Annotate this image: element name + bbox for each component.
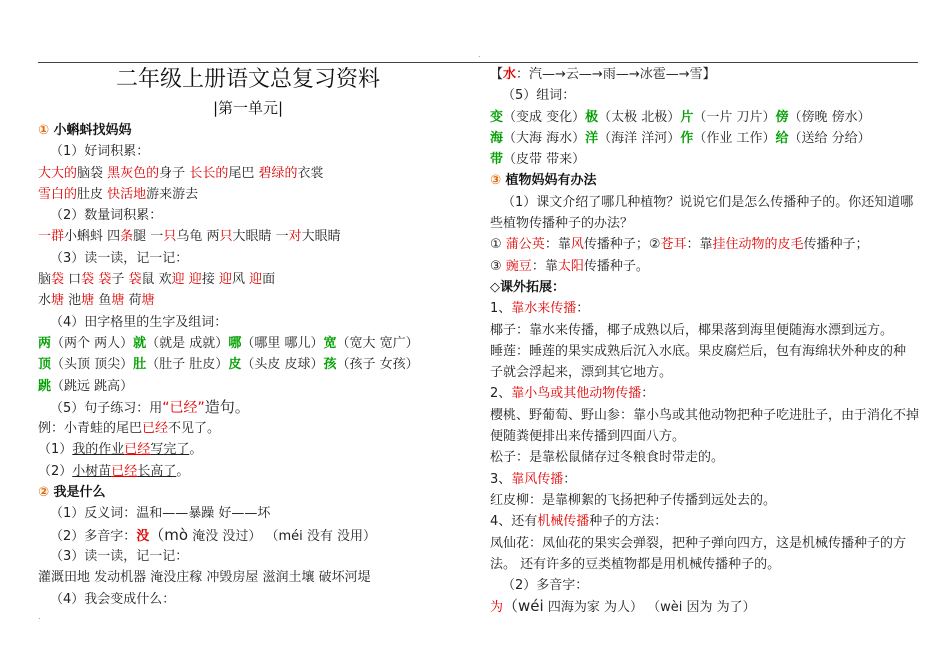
text-segment: 迎 <box>171 272 185 288</box>
text-segment: 脑袋 <box>77 165 108 181</box>
page-dot: . <box>38 612 41 621</box>
text-segment: （作业 工作） <box>693 130 776 146</box>
section-heading: ① 小蝌蚪找妈妈 <box>38 123 132 138</box>
text-segment: 种子的方法： <box>589 514 668 530</box>
text-segment: 条 <box>120 229 134 245</box>
text-segment: ： <box>576 301 590 317</box>
text-segment: （肚子 肚皮） <box>146 357 229 373</box>
text-segment: 4、还有 <box>490 514 538 530</box>
text-segment: ： <box>563 471 577 487</box>
text-segment: 游来游去 <box>146 186 199 202</box>
text-line: （2）多音字： <box>502 578 589 594</box>
text-segment: 已经 <box>111 463 138 479</box>
text-line <box>38 418 458 439</box>
text-segment: “已经” <box>162 399 205 416</box>
text-segment: 迎 <box>249 272 263 288</box>
page-title: 二年级上册语文总复习资料 <box>115 67 380 92</box>
text-segment: 鱼 <box>94 293 112 309</box>
text-line: 子就会浮起来，漂到其它地方。 <box>490 365 673 381</box>
text-segment: 3、 <box>490 471 512 487</box>
text-line: （3）读一读，记一记： <box>50 548 189 564</box>
text-segment: ： <box>641 386 655 402</box>
text-line <box>38 269 458 290</box>
text-segment: 尾巴 <box>228 165 259 181</box>
text-line <box>490 511 920 532</box>
text-segment: 荷 <box>124 293 142 309</box>
text-segment: 我的作业 <box>72 442 125 458</box>
text-segment: 两 <box>38 335 52 351</box>
text-segment: 给 <box>775 130 789 146</box>
text-segment: 肚 <box>133 357 147 373</box>
text-segment: 靠水来传播 <box>511 301 577 317</box>
text-segment: 极 <box>585 109 599 125</box>
text-line: （4）我会变成什么： <box>50 591 176 607</box>
text-segment: 肚皮 <box>77 186 108 202</box>
text-segment: 宽 <box>323 335 337 351</box>
text-line <box>38 525 458 546</box>
text-segment: （宽大 宽广） <box>336 335 419 351</box>
text-segment: 小蝌蚪 四 <box>64 229 121 245</box>
text-line <box>38 163 458 184</box>
text-segment: 。 <box>176 463 190 479</box>
text-segment: 写完了 <box>150 442 190 458</box>
text-line: 红皮柳：是靠柳絮的飞扬把种子传播到远处去的。 <box>490 492 777 508</box>
text-segment: （孩子 女孩） <box>336 357 419 373</box>
text-segment: 机械传播 <box>537 514 590 530</box>
text-segment: （两个 两人） <box>51 335 134 351</box>
text-segment: 【 <box>490 67 504 82</box>
text-line <box>490 383 920 404</box>
text-segment: 雪白的 <box>38 186 78 202</box>
text-segment: 袋 <box>81 272 95 288</box>
right-column <box>490 64 920 618</box>
text-line <box>490 596 920 617</box>
text-segment: 四海为家 为人） （wèi 因为 为了） <box>543 600 756 616</box>
text-segment: 只 <box>163 229 177 245</box>
text-segment: 接 <box>201 272 219 288</box>
text-segment: ① <box>490 237 506 253</box>
text-segment: 顶 <box>38 357 52 373</box>
text-segment: 传播种子；② <box>583 237 661 253</box>
text-segment: （送给 分给） <box>788 130 871 146</box>
text-segment: 塘 <box>81 293 95 309</box>
text-segment: 豌豆 <box>505 258 532 274</box>
text-segment: 大大的 <box>38 165 78 181</box>
text-segment: 没 <box>136 528 150 544</box>
text-segment: 池 <box>64 293 82 309</box>
text-segment: 身子 <box>159 165 190 181</box>
text-line <box>490 298 920 319</box>
text-segment: ③ <box>490 258 506 274</box>
section-heading: ② 我是什么 <box>38 485 106 501</box>
text-line <box>38 397 458 418</box>
text-segment: 靠风传播 <box>511 471 564 487</box>
text-segment: 衣裳 <box>297 165 324 181</box>
text-segment: 袋 <box>98 272 112 288</box>
text-segment: 作 <box>680 130 694 146</box>
text-line <box>38 439 458 460</box>
text-segment: 傍 <box>775 109 789 125</box>
text-segment: 面 <box>262 272 276 288</box>
text-segment: 只 <box>219 229 233 245</box>
text-segment: （傍晚 傍水） <box>788 109 871 125</box>
text-segment: 传播种子。 <box>583 258 649 274</box>
text-segment: 袋 <box>128 272 142 288</box>
text-segment: 皮 <box>228 357 242 373</box>
text-segment: 大眼睛 一 <box>232 229 289 245</box>
text-segment: （头皮 皮球） <box>241 357 324 373</box>
text-segment: （5）句子练习：用 <box>50 400 163 416</box>
text-line <box>490 234 920 255</box>
text-line: （3）读一读，记一记： <box>50 250 189 266</box>
text-segment: 碧绿的 <box>258 165 298 181</box>
text-segment: 黑灰色的 <box>107 165 160 181</box>
text-line <box>38 376 458 397</box>
text-segment: （wéi <box>503 597 544 616</box>
text-line: （1）好词积累： <box>50 144 150 160</box>
text-line: 睡莲：睡莲的果实成熟后沉入水底。果皮腐烂后，包有海绵状外种皮的种 <box>490 343 907 359</box>
text-segment: （一片 刀片） <box>693 109 776 125</box>
text-segment: （海洋 洋河） <box>598 130 681 146</box>
text-segment: 塘 <box>111 293 125 309</box>
text-segment: 塘 <box>51 293 65 309</box>
text-line <box>38 354 458 375</box>
text-segment: 带 <box>490 152 504 168</box>
text-segment: 哪 <box>228 335 242 351</box>
text-line: （1）课文介绍了哪几种植物？说说它们是怎么传播种子的。你还知道哪 <box>502 194 914 210</box>
text-segment: ：靠 <box>544 237 571 253</box>
text-segment: 迎 <box>218 272 232 288</box>
text-segment: （跳远 跳高） <box>51 378 134 394</box>
text-segment: （2）多音字： <box>50 528 137 544</box>
text-segment: 洋 <box>585 130 599 146</box>
text-segment: （太极 北极） <box>598 109 681 125</box>
text-segment: 塘 <box>141 293 155 309</box>
text-segment: 水 <box>503 67 517 82</box>
text-line: 椰子：靠水来传播，椰子成熟以后，椰果落到海里便随海水漂到远方。 <box>490 322 894 338</box>
text-line <box>38 333 458 354</box>
text-segment: 挂住动物的皮毛 <box>712 237 804 253</box>
left-column <box>38 64 458 610</box>
text-segment: （mò <box>149 525 189 544</box>
header-rule <box>38 62 918 63</box>
text-line <box>38 184 458 205</box>
text-line <box>490 64 920 85</box>
text-line: （5）组词： <box>502 88 576 104</box>
text-line: 松子：是靠松鼠储存过冬粮食时带走的。 <box>490 450 725 466</box>
text-line <box>38 461 458 482</box>
text-segment: （2） <box>38 463 73 479</box>
text-segment: 对 <box>288 229 302 245</box>
text-segment: ：靠 <box>531 258 558 274</box>
text-line: 凤仙花：凤仙花的果实会弹裂，把种子弹向四方，这是机械传播种子的方 <box>490 535 907 551</box>
text-segment: 长高了 <box>137 463 177 479</box>
text-segment: 2、 <box>490 386 512 402</box>
unit-heading: |第一单元| <box>212 99 284 117</box>
text-segment: 水 <box>38 293 52 309</box>
page-dot: . <box>478 50 481 59</box>
text-segment: 一群 <box>38 229 65 245</box>
text-segment: 脑 <box>38 272 52 288</box>
text-segment: 口 <box>64 272 82 288</box>
text-line <box>490 149 920 170</box>
text-segment: 太阳 <box>557 258 584 274</box>
text-segment: 苍耳 <box>660 237 687 253</box>
text-segment: 风 <box>231 272 250 288</box>
text-segment: 长长的 <box>189 165 229 181</box>
text-segment: 迎 <box>188 272 202 288</box>
text-segment: ：汽—→云—→雨—→冰雹—→雪】 <box>516 67 716 82</box>
text-segment: 1、 <box>490 301 512 317</box>
text-line <box>490 128 920 149</box>
section-heading: ◇课外拓展： <box>490 279 565 295</box>
text-line: （4）田字格里的生字及组词： <box>50 314 228 330</box>
text-line <box>490 107 920 128</box>
text-line <box>490 256 920 277</box>
text-segment: 靠小鸟或其他动物传播 <box>511 386 642 402</box>
text-segment: ：靠 <box>686 237 713 253</box>
text-segment: 变 <box>490 109 504 125</box>
text-segment: 不见了。 <box>168 421 221 437</box>
text-segment: 造句。 <box>204 397 250 416</box>
text-line: 法。 还有许多的豆类植物都是用机械传播种子的。 <box>490 556 781 572</box>
text-segment: 风 <box>570 237 584 253</box>
text-segment: 例：小青蛙的尾巴 <box>38 421 143 437</box>
text-segment: （哪里 哪儿） <box>241 335 324 351</box>
text-segment: 为 <box>490 600 504 616</box>
section-heading: ③ 植物妈妈有办法 <box>490 173 597 189</box>
text-segment: 乌龟 两 <box>176 229 220 245</box>
text-segment: 传播种子； <box>803 237 869 253</box>
text-line <box>490 469 920 490</box>
text-line: 便随粪便排出来传播到四面八方。 <box>490 429 686 445</box>
text-segment: 子 <box>111 272 129 288</box>
text-segment: 已经 <box>142 421 169 437</box>
text-segment: 就 <box>133 335 147 351</box>
text-line: （1）反义词：温和——暴躁 好——坏 <box>50 506 271 522</box>
text-line <box>38 226 458 247</box>
text-segment: （头顶 顶尖） <box>51 357 134 373</box>
text-segment: （皮带 带来） <box>503 152 586 168</box>
text-line: 灌溉田地 发动机器 淹没庄稼 冲毁房屋 滋润土壤 破坏河堤 <box>38 570 371 586</box>
text-segment: 已经 <box>124 442 151 458</box>
text-segment: （1） <box>38 442 73 458</box>
text-line: 些植物传播种子的办法？ <box>490 216 634 232</box>
text-segment: 袋 <box>51 272 65 288</box>
text-segment: （就是 成就） <box>146 335 229 351</box>
text-segment: 腿 一 <box>133 229 164 245</box>
text-segment: 大眼睛 <box>301 229 341 245</box>
text-segment: 。 <box>189 442 203 458</box>
text-segment: 鼠 欢 <box>141 272 172 288</box>
text-segment: （大海 海水） <box>503 130 586 146</box>
text-segment: 片 <box>680 109 694 125</box>
text-line: 樱桃、野葡萄、野山参：靠小鸟或其他动物把种子吃进肚子，由于消化不掉 <box>490 407 920 423</box>
text-segment: 快活地 <box>107 186 147 202</box>
text-segment: 小树苗 <box>72 463 112 479</box>
text-line: （2）数量词积累： <box>50 208 163 224</box>
text-segment: （变成 变化） <box>503 109 586 125</box>
text-segment: 淹没 没过） （méi 没有 没用） <box>188 528 377 544</box>
text-segment: 孩 <box>323 357 337 373</box>
text-line <box>38 290 458 311</box>
text-segment: 跳 <box>38 378 52 394</box>
text-segment: 蒲公英 <box>505 237 545 253</box>
text-segment: 海 <box>490 130 504 146</box>
